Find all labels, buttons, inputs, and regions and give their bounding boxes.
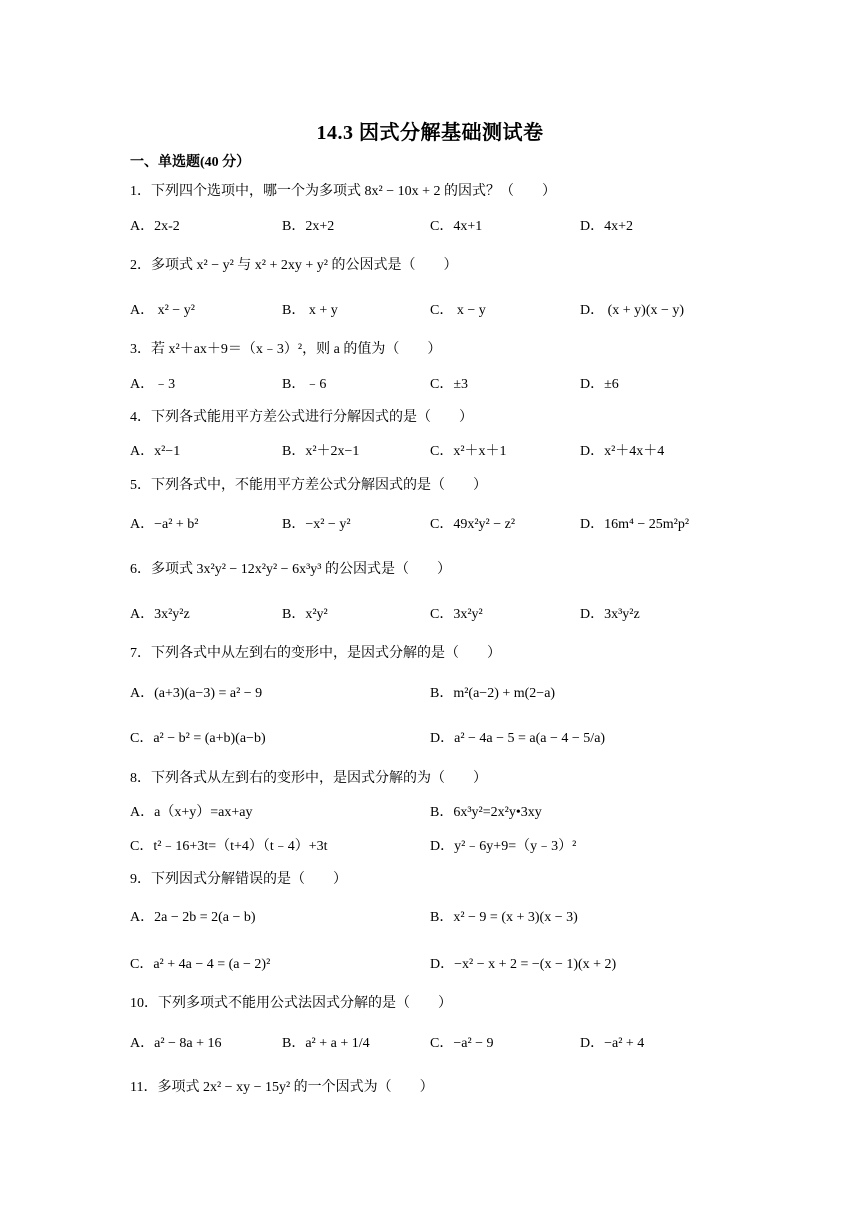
question-6-option-a[interactable]: A．3x²y²z — [130, 607, 190, 622]
question-3-option-a[interactable]: A．﹣3 — [130, 377, 176, 392]
question-9-option-a[interactable]: A．2a − 2b = 2(a − b) — [130, 910, 256, 925]
question-5-option-c[interactable]: C．49x²y² − z² — [430, 517, 516, 532]
question-8-option-c[interactable]: C．t²﹣16+3t=（t+4）（t﹣4）+3t — [130, 839, 328, 854]
question-5-option-b[interactable]: B．−x² − y² — [282, 517, 351, 532]
question-4-stem: 4．下列各式能用平方差公式进行分解因式的是（ ） — [130, 410, 473, 425]
question-9-option-d[interactable]: D．−x² − x + 2 = −(x − 1)(x + 2) — [430, 957, 617, 972]
question-2-stem: 2．多项式 x² − y² 与 x² + 2xy + y² 的公因式是（ ） — [130, 258, 458, 273]
question-10-option-c[interactable]: C．−a² − 9 — [430, 1036, 494, 1051]
question-10-option-d[interactable]: D．−a² + 4 — [580, 1036, 645, 1051]
question-6-stem: 6．多项式 3x²y² − 12x²y² − 6x³y³ 的公因式是（ ） — [130, 562, 451, 577]
question-2-option-c[interactable]: C． x − y — [430, 303, 486, 318]
question-10-stem: 10．下列多项式不能用公式法因式分解的是（ ） — [130, 996, 452, 1011]
question-5-option-a[interactable]: A．−a² + b² — [130, 517, 199, 532]
question-4-option-a[interactable]: A．x²−1 — [130, 444, 181, 459]
question-1-stem: 1．下列四个选项中，哪一个为多项式 8x² − 10x + 2 的因式？（ ） — [130, 184, 556, 199]
question-4-option-d[interactable]: D．x²＋4x＋4 — [580, 444, 665, 459]
question-11-stem: 11．多项式 2x² − xy − 15y² 的一个因式为（ ） — [130, 1080, 434, 1095]
section-heading: 一、单选题(40 分） — [130, 155, 251, 170]
page-title: 14.3 因式分解基础测试卷 — [316, 122, 544, 144]
question-8-option-d[interactable]: D．y²﹣6y+9=（y﹣3）² — [430, 839, 577, 854]
question-4-option-b[interactable]: B．x²＋2x−1 — [282, 444, 360, 459]
question-2-option-b[interactable]: B． x + y — [282, 303, 338, 318]
question-6-option-c[interactable]: C．3x²y² — [430, 607, 483, 622]
question-8-option-a[interactable]: A．a（x+y）=ax+ay — [130, 805, 253, 820]
question-10-option-b[interactable]: B．a² + a + 1/4 — [282, 1036, 370, 1051]
question-7-option-a[interactable]: A．(a+3)(a−3) = a² − 9 — [130, 686, 263, 701]
question-9-option-b[interactable]: B．x² − 9 = (x + 3)(x − 3) — [430, 910, 578, 925]
question-1-option-b[interactable]: B．2x+2 — [282, 219, 335, 234]
question-9-stem: 9．下列因式分解错误的是（ ） — [130, 872, 347, 887]
question-1-option-d[interactable]: D．4x+2 — [580, 219, 634, 234]
question-3-stem: 3．若 x²＋ax＋9＝（x﹣3）²，则 a 的值为（ ） — [130, 342, 442, 357]
question-9-option-c[interactable]: C．a² + 4a − 4 = (a − 2)² — [130, 957, 271, 972]
question-3-option-c[interactable]: C．±3 — [430, 377, 469, 392]
question-1-option-a[interactable]: A．2x-2 — [130, 219, 180, 234]
question-6-option-d[interactable]: D．3x³y²z — [580, 607, 640, 622]
question-7-stem: 7．下列各式中从左到右的变形中，是因式分解的是（ ） — [130, 646, 501, 661]
question-3-option-d[interactable]: D．±6 — [580, 377, 619, 392]
question-1-option-c[interactable]: C．4x+1 — [430, 219, 483, 234]
question-5-option-d[interactable]: D．16m⁴ − 25m²p² — [580, 517, 690, 532]
question-4-option-c[interactable]: C．x²＋x＋1 — [430, 444, 507, 459]
question-7-option-b[interactable]: B．m²(a−2) + m(2−a) — [430, 686, 556, 701]
question-10-option-a[interactable]: A．a² − 8a + 16 — [130, 1036, 222, 1051]
question-7-option-c[interactable]: C．a² − b² = (a+b)(a−b) — [130, 731, 266, 746]
question-8-option-b[interactable]: B．6x³y²=2x²y•3xy — [430, 805, 542, 820]
question-3-option-b[interactable]: B．﹣6 — [282, 377, 327, 392]
question-7-option-d[interactable]: D．a² − 4a − 5 = a(a − 4 − 5/a) — [430, 731, 606, 746]
question-6-option-b[interactable]: B．x²y² — [282, 607, 328, 622]
question-2-option-d[interactable]: D． (x + y)(x − y) — [580, 303, 685, 318]
question-5-stem: 5．下列各式中，不能用平方差公式分解因式的是（ ） — [130, 478, 487, 493]
question-8-stem: 8．下列各式从左到右的变形中，是因式分解的为（ ） — [130, 771, 487, 786]
question-2-option-a[interactable]: A． x² − y² — [130, 303, 195, 318]
